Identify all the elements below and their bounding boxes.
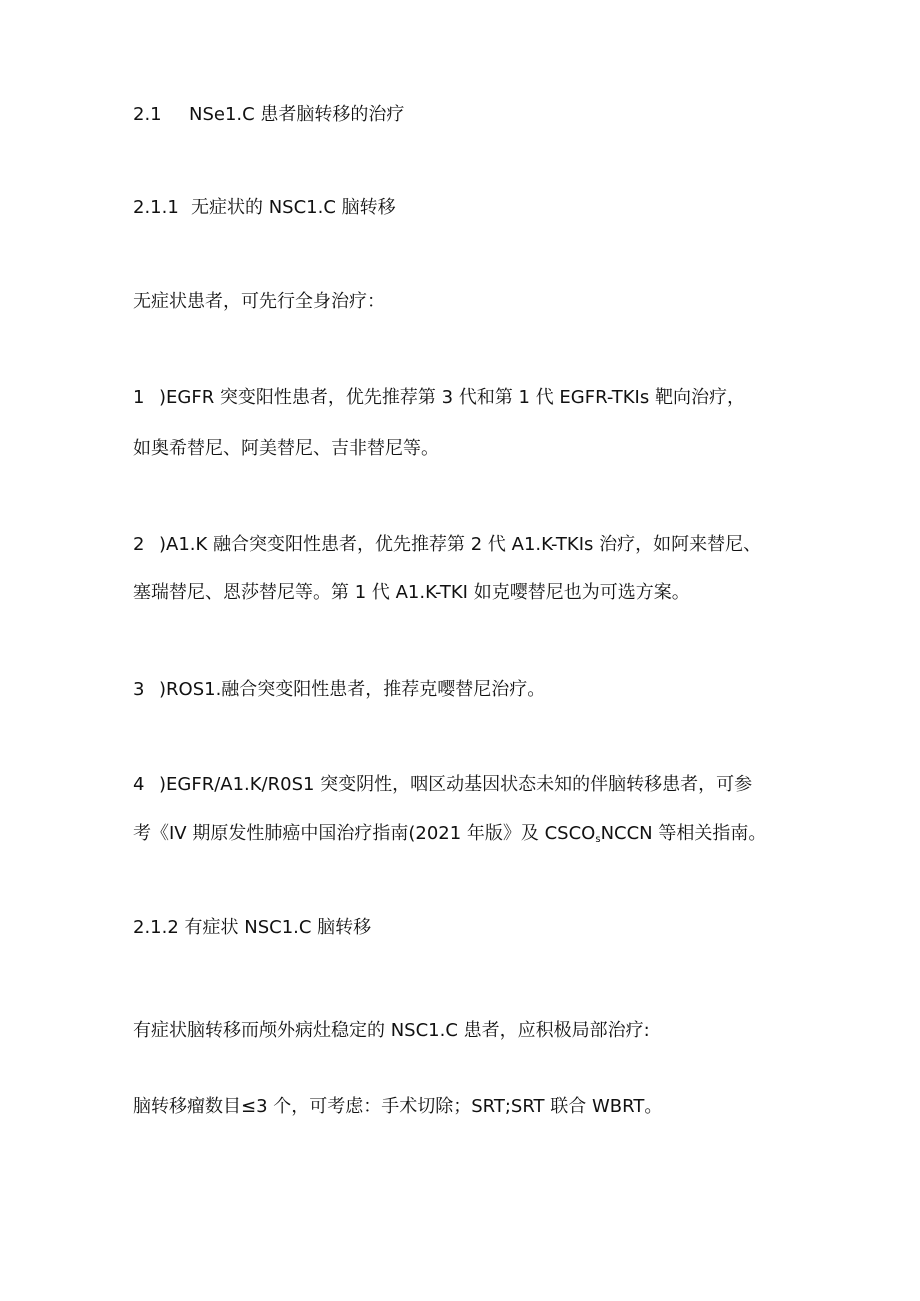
list-marker-1: 1: [133, 387, 145, 408]
list-item-4-text-a: 考《IV 期原发性肺癌中国治疗指南(2021 年版》及 CSCO: [133, 823, 596, 844]
intro-paragraph: 无症状患者，可先行全身治疗：: [133, 291, 385, 312]
paragraph-treatment-options: 脑转移瘤数目≤3 个，可考虑：手术切除；SRT;SRT 联合 WBRT。: [133, 1096, 663, 1117]
section-number: 2.1: [133, 104, 162, 125]
list-item-4-text-b: NCCN 等相关指南。: [600, 823, 767, 844]
list-item-2-line-1: [133, 533, 761, 557]
list-marker-2: 2: [133, 534, 145, 555]
list-item-4-line-1: [133, 773, 752, 797]
list-item-1-line-1: [133, 386, 745, 410]
paragraph-symptomatic: 有症状脑转移而颅外病灶稳定的 NSC1.C 患者，应积极局部治疗:: [133, 1020, 650, 1041]
list-item-1-line-2: 如奥希替尼、阿美替尼、吉非替尼等。: [133, 438, 439, 459]
list-item-4-subscript: s: [595, 834, 601, 845]
list-item-1-text: )EGFR 突变阳性患者，优先推荐第 3 代和第 1 代 EGFR-TKIs 靶向治疗，: [159, 387, 745, 408]
list-marker-4: 4: [133, 774, 145, 795]
list-marker-3: 3: [133, 679, 145, 700]
subsection-heading-2: 2.1.2 有症状 NSC1.C 脑转移: [133, 917, 372, 938]
list-item-2-line-2: 塞瑞替尼、恩莎替尼等。第 1 代 A1.K-TKI 如克嘤替尼也为可选方案。: [133, 582, 690, 603]
list-item-4-text: )EGFR/A1.K/R0S1 突变阴性，咽区动基因状态未知的伴脑转移患者，可参: [159, 774, 753, 795]
list-item-4-line-2: [133, 822, 766, 852]
list-item-3-text: )ROS1.融合突变阳性患者，推荐克嘤替尼治疗。: [159, 679, 546, 700]
section-heading: [133, 103, 404, 127]
subsection-heading-1: [133, 196, 396, 220]
section-title: NSe1.C 患者脑转移的治疗: [189, 104, 405, 125]
list-item-3: [133, 678, 545, 702]
subsection-title-1: 无症状的 NSC1.C 脑转移: [191, 197, 396, 218]
subsection-number-1: 2.1.1: [133, 197, 179, 218]
list-item-2-text: )A1.K 融合突变阳性患者，优先推荐第 2 代 A1.K-TKIs 治疗，如阿来替尼、: [159, 534, 762, 555]
